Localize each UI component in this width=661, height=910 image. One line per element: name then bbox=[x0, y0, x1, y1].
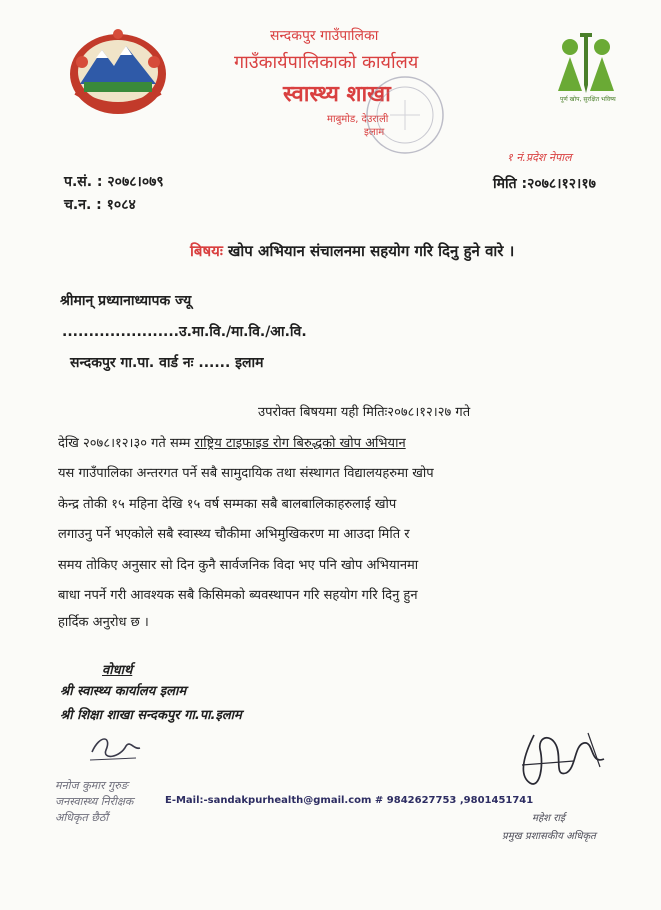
section-name: स्वास्थ्य शाखा bbox=[283, 82, 391, 107]
office-location: माबुमोड, देउराली bbox=[327, 114, 389, 125]
office-stamp-icon bbox=[360, 70, 450, 160]
dispatch-number: च.न. : १०८४ bbox=[64, 197, 136, 213]
right-officer-name: महेश राई bbox=[532, 813, 565, 824]
nepal-emblem-icon bbox=[62, 22, 174, 122]
body-line-1: उपरोक्त बिषयमा यही मितिः२०७८।१२।२७ गते bbox=[258, 405, 471, 420]
right-signature-icon bbox=[504, 715, 619, 800]
body-line-2 bbox=[58, 433, 406, 451]
reference-number: प.सं. : २०७८।०७९ bbox=[64, 174, 164, 190]
province-label: १ नं.प्रदेश नेपाल bbox=[507, 151, 572, 164]
left-signature-icon bbox=[82, 728, 147, 768]
body-line-3: यस गाउँपालिका अन्तरगत पर्ने सबै सामुदायिक तथा संस्थागत विद्यालयहरुमा खोप bbox=[58, 466, 434, 481]
body-line-6: समय तोकिए अनुसार सो दिन कुनै सार्वजनिक विदा भए पनि खोप अभियानमा bbox=[58, 558, 419, 573]
cc-item-2: श्री शिक्षा शाखा सन्दकपुर गा.पा.इलाम bbox=[60, 708, 242, 723]
left-officer-title: जनस्वास्थ्य निरीक्षक bbox=[55, 795, 134, 808]
right-officer-stamp bbox=[502, 810, 596, 846]
body-line-2-prefix: देखि २०७८।१२।३० गते सम्म bbox=[58, 436, 195, 451]
recipient-school: ......................उ.मा.वि./मा.वि./आ.वि. bbox=[62, 324, 307, 340]
left-officer-rank: अधिकृत छैठौं bbox=[55, 811, 109, 824]
subject-line bbox=[190, 241, 514, 261]
left-officer-stamp bbox=[55, 778, 133, 826]
subject-label: बिषयः bbox=[190, 242, 223, 260]
body-line-8: हार्दिक अनुरोध छ । bbox=[58, 615, 149, 630]
municipality-name: सन्दकपुर गाउँपालिका bbox=[270, 28, 379, 44]
logo-tagline: पूर्ण खोप, सुरक्षित भविष्य bbox=[560, 96, 616, 103]
body-line-4: केन्द्र तोकी १५ महिना देखि १५ वर्ष सम्मका सबै बालबालिकाहरुलाई खोप bbox=[58, 497, 397, 512]
left-officer-name: मनोज कुमार गुरुङ bbox=[55, 779, 128, 792]
right-officer-title: प्रमुख प्रशासकीय अधिकृत bbox=[502, 831, 596, 842]
cc-title: वोधार्थ bbox=[102, 663, 133, 678]
cc-item-1: श्री स्वास्थ्य कार्यालय इलाम bbox=[60, 684, 187, 699]
subject-text: खोप अभियान संचालनमा सहयोग गरि दिनु हुने वारे । bbox=[222, 242, 515, 260]
contact-email-phone: E-Mail:-sandakpurhealth@gmail.com # 9842627753 ,9801451741 bbox=[165, 795, 534, 806]
letter-date: मिति :२०७८।१२।१७ bbox=[493, 176, 596, 192]
office-district: इलाम bbox=[364, 127, 385, 138]
campaign-name: राष्ट्रिय टाइफाइड रोग बिरुद्धको खोप अभियान bbox=[194, 436, 406, 451]
recipient-salutation: श्रीमान् प्रध्यानाध्यापक ज्यू bbox=[60, 293, 192, 309]
recipient-location: सन्दकपुर गा.पा. वार्ड नः ...... इलाम bbox=[70, 355, 264, 371]
body-line-5: लगाउनु पर्ने भएकोले सबै स्वास्थ्य चौकीमा अभिमुखिकरण मा आउदा मिति र bbox=[58, 527, 410, 542]
body-line-7: बाधा नपर्ने गरी आवश्यक सबै किसिमको ब्यवस्थापन गरि सहयोग गरि दिनु हुन bbox=[58, 588, 418, 603]
office-name: गाउँकार्यपालिकाको कार्यालय bbox=[234, 52, 419, 73]
